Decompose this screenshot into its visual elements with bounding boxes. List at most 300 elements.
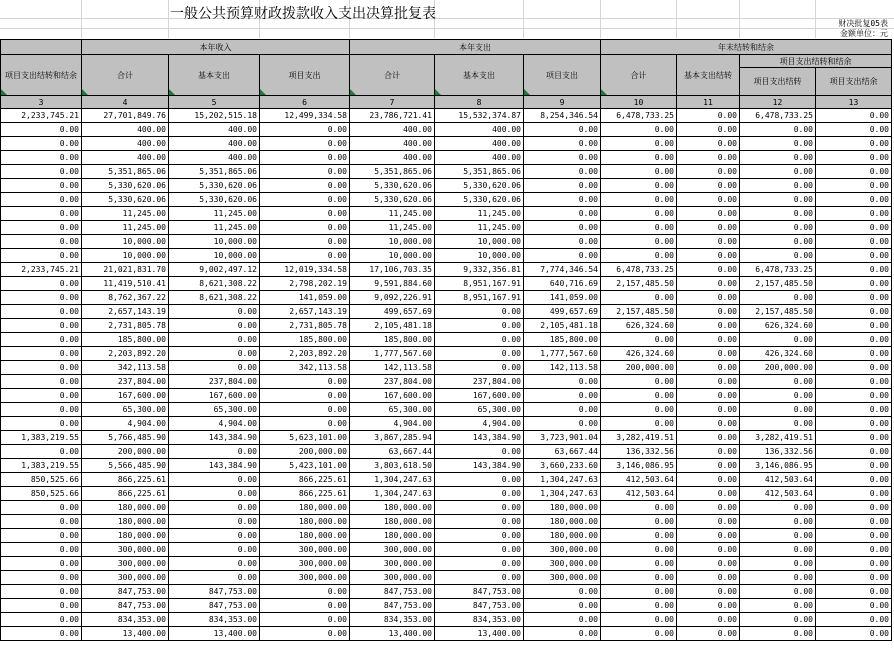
table-cell[interactable]: 847,753.00 xyxy=(82,599,169,613)
table-cell[interactable]: 0.00 xyxy=(601,417,677,431)
table-cell[interactable]: 0.00 xyxy=(816,403,892,417)
table-cell[interactable]: 499,657.69 xyxy=(524,305,601,319)
table-cell[interactable]: 0.00 xyxy=(1,123,82,137)
table-cell[interactable]: 3,146,086.95 xyxy=(740,459,816,473)
table-cell[interactable]: 0.00 xyxy=(677,179,740,193)
table-cell[interactable]: 2,105,481.18 xyxy=(350,319,435,333)
table-cell[interactable]: 180,000.00 xyxy=(82,515,169,529)
table-cell[interactable]: 0.00 xyxy=(816,389,892,403)
table-cell[interactable]: 0.00 xyxy=(677,403,740,417)
table-cell[interactable]: 180,000.00 xyxy=(524,515,601,529)
table-cell[interactable]: 8,621,308.22 xyxy=(169,277,260,291)
table-cell[interactable]: 141,059.00 xyxy=(260,291,350,305)
table-cell[interactable]: 0.00 xyxy=(601,291,677,305)
table-cell[interactable]: 0.00 xyxy=(260,599,350,613)
table-cell[interactable]: 10,000.00 xyxy=(350,235,435,249)
table-cell[interactable]: 237,804.00 xyxy=(435,375,524,389)
table-cell[interactable]: 0.00 xyxy=(740,207,816,221)
table-cell[interactable]: 5,766,485.90 xyxy=(82,431,169,445)
table-cell[interactable]: 3,660,233.60 xyxy=(524,459,601,473)
table-cell[interactable]: 0.00 xyxy=(1,403,82,417)
table-cell[interactable]: 0.00 xyxy=(260,403,350,417)
table-cell[interactable]: 5,351,865.06 xyxy=(435,165,524,179)
table-cell[interactable]: 6,478,733.25 xyxy=(740,109,816,123)
table-cell[interactable]: 2,657,143.19 xyxy=(260,305,350,319)
table-cell[interactable]: 0.00 xyxy=(677,389,740,403)
table-cell[interactable]: 0.00 xyxy=(169,543,260,557)
table-cell[interactable]: 0.00 xyxy=(260,151,350,165)
table-cell[interactable]: 847,753.00 xyxy=(435,599,524,613)
table-cell[interactable]: 5,566,485.90 xyxy=(82,459,169,473)
table-cell[interactable]: 2,157,485.50 xyxy=(601,277,677,291)
table-cell[interactable]: 0.00 xyxy=(435,361,524,375)
table-cell[interactable]: 0.00 xyxy=(1,585,82,599)
table-cell[interactable]: 0.00 xyxy=(816,431,892,445)
table-cell[interactable]: 0.00 xyxy=(816,361,892,375)
table-cell[interactable]: 1,304,247.63 xyxy=(350,487,435,501)
table-cell[interactable]: 8,762,367.22 xyxy=(82,291,169,305)
table-cell[interactable]: 0.00 xyxy=(601,571,677,585)
table-cell[interactable]: 0.00 xyxy=(677,277,740,291)
table-cell[interactable]: 5,330,620.06 xyxy=(435,193,524,207)
table-cell[interactable]: 10,000.00 xyxy=(82,235,169,249)
table-cell[interactable]: 11,245.00 xyxy=(169,207,260,221)
table-cell[interactable]: 5,330,620.06 xyxy=(350,179,435,193)
table-cell[interactable]: 0.00 xyxy=(1,347,82,361)
table-cell[interactable]: 143,384.90 xyxy=(169,459,260,473)
table-cell[interactable]: 866,225.61 xyxy=(82,487,169,501)
table-cell[interactable]: 0.00 xyxy=(435,501,524,515)
table-cell[interactable]: 0.00 xyxy=(601,543,677,557)
table-cell[interactable]: 10,000.00 xyxy=(350,249,435,263)
table-cell[interactable]: 400.00 xyxy=(82,151,169,165)
table-cell[interactable]: 0.00 xyxy=(1,599,82,613)
table-cell[interactable]: 0.00 xyxy=(435,515,524,529)
table-cell[interactable]: 0.00 xyxy=(260,613,350,627)
table-cell[interactable]: 15,202,515.18 xyxy=(169,109,260,123)
table-cell[interactable]: 0.00 xyxy=(1,515,82,529)
table-cell[interactable]: 866,225.61 xyxy=(82,473,169,487)
table-cell[interactable]: 11,245.00 xyxy=(350,221,435,235)
table-cell[interactable]: 5,330,620.06 xyxy=(82,179,169,193)
table-cell[interactable]: 3,867,285.94 xyxy=(350,431,435,445)
table-cell[interactable]: 0.00 xyxy=(677,501,740,515)
table-cell[interactable]: 400.00 xyxy=(435,151,524,165)
table-cell[interactable]: 27,701,849.76 xyxy=(82,109,169,123)
table-cell[interactable]: 0.00 xyxy=(816,459,892,473)
table-cell[interactable]: 6,478,733.25 xyxy=(601,263,677,277)
table-cell[interactable]: 0.00 xyxy=(677,459,740,473)
table-cell[interactable]: 0.00 xyxy=(740,221,816,235)
table-cell[interactable]: 0.00 xyxy=(677,249,740,263)
table-cell[interactable]: 1,777,567.60 xyxy=(524,347,601,361)
table-cell[interactable]: 866,225.61 xyxy=(260,487,350,501)
table-cell[interactable]: 0.00 xyxy=(816,347,892,361)
table-cell[interactable]: 834,353.00 xyxy=(435,613,524,627)
table-cell[interactable]: 0.00 xyxy=(740,151,816,165)
table-cell[interactable]: 143,384.90 xyxy=(435,431,524,445)
table-cell[interactable]: 300,000.00 xyxy=(82,543,169,557)
table-cell[interactable]: 0.00 xyxy=(677,557,740,571)
table-cell[interactable]: 0.00 xyxy=(677,445,740,459)
table-cell[interactable]: 0.00 xyxy=(1,137,82,151)
table-cell[interactable]: 0.00 xyxy=(601,207,677,221)
table-cell[interactable]: 499,657.69 xyxy=(350,305,435,319)
table-cell[interactable]: 0.00 xyxy=(169,333,260,347)
table-cell[interactable]: 0.00 xyxy=(816,221,892,235)
table-cell[interactable]: 0.00 xyxy=(677,207,740,221)
table-cell[interactable]: 167,600.00 xyxy=(350,389,435,403)
table-cell[interactable]: 12,019,334.58 xyxy=(260,263,350,277)
table-cell[interactable]: 13,400.00 xyxy=(350,627,435,641)
table-cell[interactable]: 0.00 xyxy=(260,165,350,179)
table-cell[interactable]: 143,384.90 xyxy=(435,459,524,473)
table-cell[interactable]: 185,800.00 xyxy=(350,333,435,347)
table-cell[interactable]: 0.00 xyxy=(260,193,350,207)
table-cell[interactable]: 0.00 xyxy=(435,571,524,585)
table-cell[interactable]: 0.00 xyxy=(816,333,892,347)
table-cell[interactable]: 0.00 xyxy=(677,109,740,123)
table-cell[interactable]: 0.00 xyxy=(816,207,892,221)
table-cell[interactable]: 847,753.00 xyxy=(169,599,260,613)
table-cell[interactable]: 400.00 xyxy=(169,123,260,137)
table-cell[interactable]: 0.00 xyxy=(260,179,350,193)
table-cell[interactable]: 0.00 xyxy=(524,375,601,389)
table-cell[interactable]: 0.00 xyxy=(260,221,350,235)
table-cell[interactable]: 6,478,733.25 xyxy=(601,109,677,123)
table-cell[interactable]: 0.00 xyxy=(524,221,601,235)
table-cell[interactable]: 0.00 xyxy=(740,571,816,585)
table-cell[interactable]: 0.00 xyxy=(601,515,677,529)
table-cell[interactable]: 180,000.00 xyxy=(260,501,350,515)
table-cell[interactable]: 0.00 xyxy=(740,557,816,571)
table-cell[interactable]: 0.00 xyxy=(740,389,816,403)
table-cell[interactable]: 0.00 xyxy=(677,599,740,613)
table-cell[interactable]: 10,000.00 xyxy=(82,249,169,263)
table-cell[interactable]: 0.00 xyxy=(169,487,260,501)
table-cell[interactable]: 5,330,620.06 xyxy=(169,179,260,193)
table-cell[interactable]: 0.00 xyxy=(1,277,82,291)
table-cell[interactable]: 0.00 xyxy=(740,613,816,627)
table-cell[interactable]: 0.00 xyxy=(816,151,892,165)
table-cell[interactable]: 0.00 xyxy=(677,627,740,641)
table-cell[interactable]: 0.00 xyxy=(1,207,82,221)
table-cell[interactable]: 5,351,865.06 xyxy=(350,165,435,179)
table-cell[interactable]: 0.00 xyxy=(524,165,601,179)
table-cell[interactable]: 0.00 xyxy=(524,207,601,221)
table-cell[interactable]: 0.00 xyxy=(601,123,677,137)
table-cell[interactable]: 3,803,618.50 xyxy=(350,459,435,473)
table-cell[interactable]: 0.00 xyxy=(816,557,892,571)
table-cell[interactable]: 0.00 xyxy=(677,571,740,585)
table-cell[interactable]: 0.00 xyxy=(816,613,892,627)
table-cell[interactable]: 400.00 xyxy=(169,137,260,151)
table-cell[interactable]: 0.00 xyxy=(740,193,816,207)
table-cell[interactable]: 0.00 xyxy=(816,487,892,501)
table-cell[interactable]: 300,000.00 xyxy=(82,557,169,571)
table-cell[interactable]: 400.00 xyxy=(350,151,435,165)
table-cell[interactable]: 3,282,419.51 xyxy=(740,431,816,445)
table-cell[interactable]: 0.00 xyxy=(677,613,740,627)
table-cell[interactable]: 850,525.66 xyxy=(1,487,82,501)
table-cell[interactable]: 0.00 xyxy=(601,179,677,193)
table-cell[interactable]: 0.00 xyxy=(260,137,350,151)
table-cell[interactable]: 0.00 xyxy=(816,277,892,291)
table-cell[interactable]: 3,282,419.51 xyxy=(601,431,677,445)
table-cell[interactable]: 136,332.56 xyxy=(740,445,816,459)
table-cell[interactable]: 4,904.00 xyxy=(350,417,435,431)
table-cell[interactable]: 0.00 xyxy=(435,347,524,361)
table-cell[interactable]: 0.00 xyxy=(435,543,524,557)
table-cell[interactable]: 847,753.00 xyxy=(169,585,260,599)
table-cell[interactable]: 10,000.00 xyxy=(169,249,260,263)
table-cell[interactable]: 180,000.00 xyxy=(524,529,601,543)
table-cell[interactable]: 0.00 xyxy=(1,291,82,305)
table-cell[interactable]: 300,000.00 xyxy=(350,557,435,571)
table-cell[interactable]: 0.00 xyxy=(260,389,350,403)
table-cell[interactable]: 136,332.56 xyxy=(601,445,677,459)
table-cell[interactable]: 0.00 xyxy=(1,613,82,627)
table-cell[interactable]: 4,904.00 xyxy=(435,417,524,431)
table-cell[interactable]: 0.00 xyxy=(677,515,740,529)
table-cell[interactable]: 0.00 xyxy=(816,165,892,179)
table-cell[interactable]: 0.00 xyxy=(169,347,260,361)
table-cell[interactable]: 626,324.60 xyxy=(740,319,816,333)
table-cell[interactable]: 300,000.00 xyxy=(260,557,350,571)
table-cell[interactable]: 10,000.00 xyxy=(169,235,260,249)
table-cell[interactable]: 0.00 xyxy=(1,627,82,641)
table-cell[interactable]: 342,113.58 xyxy=(260,361,350,375)
table-cell[interactable]: 866,225.61 xyxy=(260,473,350,487)
table-cell[interactable]: 0.00 xyxy=(677,417,740,431)
table-cell[interactable]: 0.00 xyxy=(524,151,601,165)
table-cell[interactable]: 0.00 xyxy=(740,165,816,179)
table-cell[interactable]: 5,351,865.06 xyxy=(169,165,260,179)
table-cell[interactable]: 412,503.64 xyxy=(601,473,677,487)
table-cell[interactable]: 1,304,247.63 xyxy=(350,473,435,487)
table-cell[interactable]: 5,330,620.06 xyxy=(169,193,260,207)
table-cell[interactable]: 141,059.00 xyxy=(524,291,601,305)
table-cell[interactable]: 300,000.00 xyxy=(82,571,169,585)
table-cell[interactable]: 200,000.00 xyxy=(740,361,816,375)
table-cell[interactable]: 400.00 xyxy=(169,151,260,165)
table-cell[interactable]: 185,800.00 xyxy=(260,333,350,347)
table-cell[interactable]: 0.00 xyxy=(740,403,816,417)
table-cell[interactable]: 0.00 xyxy=(677,165,740,179)
table-cell[interactable]: 0.00 xyxy=(677,585,740,599)
table-cell[interactable]: 0.00 xyxy=(816,179,892,193)
table-cell[interactable]: 0.00 xyxy=(816,571,892,585)
table-cell[interactable]: 0.00 xyxy=(169,557,260,571)
table-cell[interactable]: 0.00 xyxy=(524,389,601,403)
table-cell[interactable]: 0.00 xyxy=(677,361,740,375)
table-cell[interactable]: 0.00 xyxy=(1,305,82,319)
table-cell[interactable]: 5,623,101.00 xyxy=(260,431,350,445)
table-cell[interactable]: 167,600.00 xyxy=(169,389,260,403)
table-cell[interactable]: 2,157,485.50 xyxy=(601,305,677,319)
table-cell[interactable]: 0.00 xyxy=(524,599,601,613)
table-cell[interactable]: 0.00 xyxy=(1,165,82,179)
table-cell[interactable]: 0.00 xyxy=(816,263,892,277)
table-cell[interactable]: 167,600.00 xyxy=(435,389,524,403)
table-cell[interactable]: 0.00 xyxy=(169,529,260,543)
table-cell[interactable]: 0.00 xyxy=(169,515,260,529)
table-cell[interactable]: 0.00 xyxy=(169,319,260,333)
table-cell[interactable]: 0.00 xyxy=(1,417,82,431)
table-cell[interactable]: 180,000.00 xyxy=(350,529,435,543)
table-cell[interactable]: 0.00 xyxy=(601,137,677,151)
table-cell[interactable]: 0.00 xyxy=(524,627,601,641)
table-cell[interactable]: 834,353.00 xyxy=(82,613,169,627)
table-cell[interactable]: 10,000.00 xyxy=(435,235,524,249)
table-cell[interactable]: 1,383,219.55 xyxy=(1,459,82,473)
table-cell[interactable]: 0.00 xyxy=(524,417,601,431)
table-cell[interactable]: 0.00 xyxy=(260,375,350,389)
table-cell[interactable]: 142,113.58 xyxy=(350,361,435,375)
table-cell[interactable]: 11,245.00 xyxy=(350,207,435,221)
table-cell[interactable]: 11,419,510.41 xyxy=(82,277,169,291)
table-cell[interactable]: 2,157,485.50 xyxy=(740,277,816,291)
table-cell[interactable]: 847,753.00 xyxy=(82,585,169,599)
table-cell[interactable]: 9,002,497.12 xyxy=(169,263,260,277)
table-cell[interactable]: 0.00 xyxy=(524,193,601,207)
table-cell[interactable]: 0.00 xyxy=(601,529,677,543)
table-cell[interactable]: 0.00 xyxy=(1,501,82,515)
table-cell[interactable]: 0.00 xyxy=(435,529,524,543)
table-cell[interactable]: 0.00 xyxy=(169,361,260,375)
table-cell[interactable]: 0.00 xyxy=(260,627,350,641)
table-cell[interactable]: 0.00 xyxy=(524,179,601,193)
table-cell[interactable]: 2,203,892.20 xyxy=(82,347,169,361)
table-cell[interactable]: 300,000.00 xyxy=(350,571,435,585)
table-cell[interactable]: 5,330,620.06 xyxy=(82,193,169,207)
table-cell[interactable]: 1,777,567.60 xyxy=(350,347,435,361)
table-cell[interactable]: 0.00 xyxy=(601,599,677,613)
table-cell[interactable]: 0.00 xyxy=(677,137,740,151)
table-cell[interactable]: 0.00 xyxy=(677,543,740,557)
table-cell[interactable]: 626,324.60 xyxy=(601,319,677,333)
table-cell[interactable]: 0.00 xyxy=(816,305,892,319)
table-cell[interactable]: 0.00 xyxy=(601,403,677,417)
table-cell[interactable]: 180,000.00 xyxy=(82,501,169,515)
table-cell[interactable]: 0.00 xyxy=(601,333,677,347)
table-cell[interactable]: 0.00 xyxy=(677,333,740,347)
table-cell[interactable]: 185,800.00 xyxy=(82,333,169,347)
table-cell[interactable]: 0.00 xyxy=(169,445,260,459)
table-cell[interactable]: 0.00 xyxy=(677,347,740,361)
table-cell[interactable]: 412,503.64 xyxy=(740,487,816,501)
table-cell[interactable]: 1,304,247.63 xyxy=(524,473,601,487)
table-cell[interactable]: 1,383,219.55 xyxy=(1,431,82,445)
table-cell[interactable]: 11,245.00 xyxy=(435,207,524,221)
table-cell[interactable]: 65,300.00 xyxy=(169,403,260,417)
table-cell[interactable]: 0.00 xyxy=(435,557,524,571)
table-cell[interactable]: 237,804.00 xyxy=(350,375,435,389)
table-cell[interactable]: 0.00 xyxy=(524,235,601,249)
table-cell[interactable]: 0.00 xyxy=(1,319,82,333)
table-cell[interactable]: 0.00 xyxy=(816,627,892,641)
table-cell[interactable]: 2,798,202.19 xyxy=(260,277,350,291)
table-cell[interactable]: 0.00 xyxy=(677,473,740,487)
table-cell[interactable]: 8,951,167.91 xyxy=(435,291,524,305)
table-cell[interactable]: 0.00 xyxy=(816,515,892,529)
table-cell[interactable]: 0.00 xyxy=(740,585,816,599)
table-cell[interactable]: 0.00 xyxy=(740,599,816,613)
table-cell[interactable]: 5,330,620.06 xyxy=(350,193,435,207)
table-cell[interactable]: 300,000.00 xyxy=(350,543,435,557)
table-cell[interactable]: 847,753.00 xyxy=(350,585,435,599)
table-cell[interactable]: 21,021,831.70 xyxy=(82,263,169,277)
table-cell[interactable]: 0.00 xyxy=(601,557,677,571)
table-cell[interactable]: 6,478,733.25 xyxy=(740,263,816,277)
table-cell[interactable]: 400.00 xyxy=(350,123,435,137)
table-cell[interactable]: 0.00 xyxy=(601,389,677,403)
table-cell[interactable]: 5,330,620.06 xyxy=(435,179,524,193)
table-cell[interactable]: 0.00 xyxy=(601,151,677,165)
table-cell[interactable]: 412,503.64 xyxy=(601,487,677,501)
table-cell[interactable]: 200,000.00 xyxy=(601,361,677,375)
table-cell[interactable]: 0.00 xyxy=(740,529,816,543)
table-cell[interactable]: 0.00 xyxy=(601,501,677,515)
table-cell[interactable]: 0.00 xyxy=(435,319,524,333)
table-cell[interactable]: 180,000.00 xyxy=(350,515,435,529)
table-cell[interactable]: 0.00 xyxy=(740,543,816,557)
table-cell[interactable]: 640,716.69 xyxy=(524,277,601,291)
table-cell[interactable]: 4,904.00 xyxy=(169,417,260,431)
table-cell[interactable]: 0.00 xyxy=(1,543,82,557)
table-cell[interactable]: 65,300.00 xyxy=(82,403,169,417)
table-cell[interactable]: 15,532,374.87 xyxy=(435,109,524,123)
table-cell[interactable]: 0.00 xyxy=(816,417,892,431)
table-cell[interactable]: 200,000.00 xyxy=(260,445,350,459)
table-cell[interactable]: 0.00 xyxy=(1,529,82,543)
table-cell[interactable]: 0.00 xyxy=(816,529,892,543)
table-cell[interactable]: 847,753.00 xyxy=(435,585,524,599)
table-cell[interactable]: 426,324.60 xyxy=(740,347,816,361)
table-cell[interactable]: 0.00 xyxy=(677,487,740,501)
table-cell[interactable]: 0.00 xyxy=(677,263,740,277)
table-cell[interactable]: 0.00 xyxy=(524,613,601,627)
table-cell[interactable]: 0.00 xyxy=(1,571,82,585)
table-cell[interactable]: 0.00 xyxy=(169,571,260,585)
table-cell[interactable]: 834,353.00 xyxy=(350,613,435,627)
table-cell[interactable]: 0.00 xyxy=(1,193,82,207)
table-cell[interactable]: 4,904.00 xyxy=(82,417,169,431)
table-cell[interactable]: 0.00 xyxy=(816,585,892,599)
table-cell[interactable]: 0.00 xyxy=(601,249,677,263)
table-cell[interactable]: 400.00 xyxy=(82,123,169,137)
table-cell[interactable]: 0.00 xyxy=(816,291,892,305)
table-cell[interactable]: 8,951,167.91 xyxy=(435,277,524,291)
table-cell[interactable]: 834,353.00 xyxy=(169,613,260,627)
table-cell[interactable]: 142,113.58 xyxy=(524,361,601,375)
table-cell[interactable]: 0.00 xyxy=(740,137,816,151)
table-cell[interactable]: 13,400.00 xyxy=(435,627,524,641)
table-cell[interactable]: 0.00 xyxy=(740,291,816,305)
table-cell[interactable]: 11,245.00 xyxy=(435,221,524,235)
table-cell[interactable]: 1,304,247.63 xyxy=(524,487,601,501)
table-cell[interactable]: 0.00 xyxy=(816,375,892,389)
table-cell[interactable]: 237,804.00 xyxy=(169,375,260,389)
table-cell[interactable]: 5,423,101.00 xyxy=(260,459,350,473)
table-cell[interactable]: 0.00 xyxy=(1,445,82,459)
table-cell[interactable]: 0.00 xyxy=(435,305,524,319)
table-cell[interactable]: 180,000.00 xyxy=(260,515,350,529)
table-cell[interactable]: 0.00 xyxy=(601,613,677,627)
table-cell[interactable]: 0.00 xyxy=(816,473,892,487)
table-cell[interactable]: 2,157,485.50 xyxy=(740,305,816,319)
table-cell[interactable]: 0.00 xyxy=(601,627,677,641)
